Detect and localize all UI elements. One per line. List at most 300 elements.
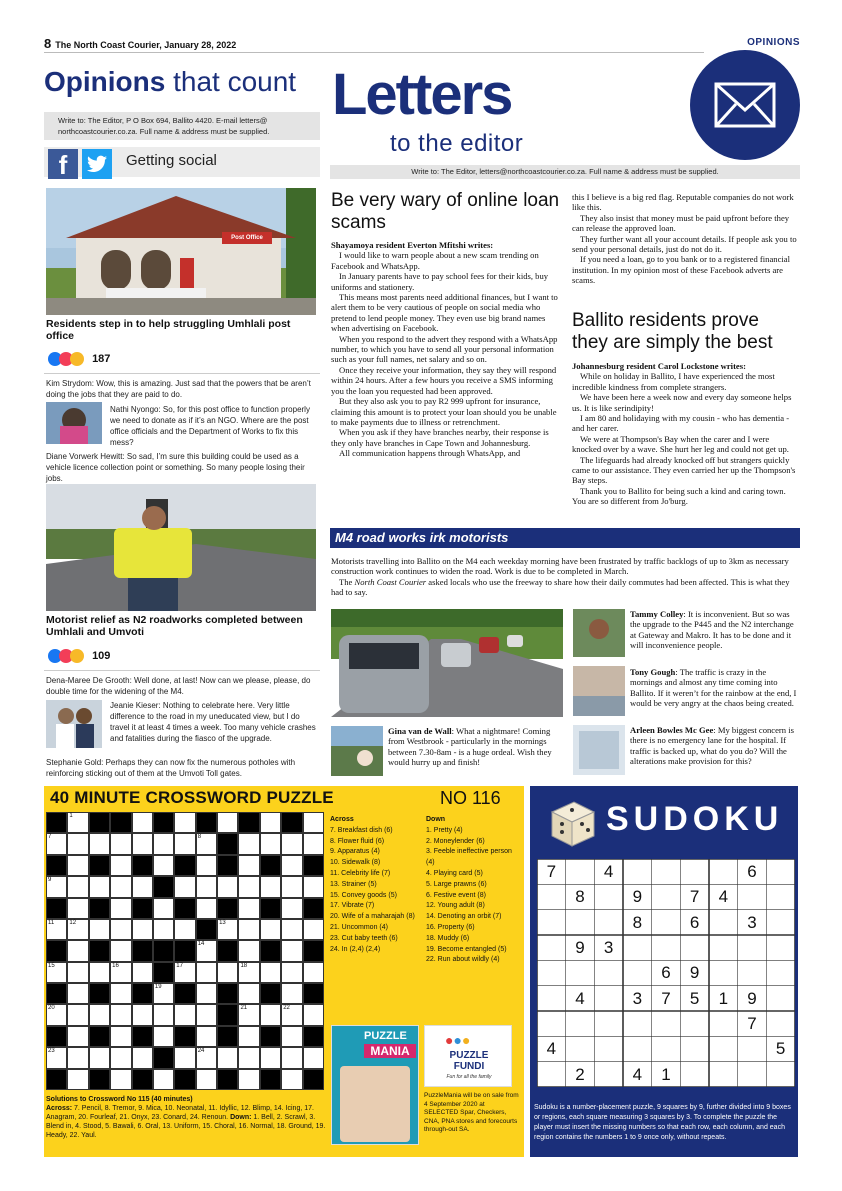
- crossword-cell[interactable]: [303, 812, 324, 833]
- sudoku-cell[interactable]: [738, 960, 767, 985]
- sudoku-instructions: Sudoku is a number-placement puzzle, 9 squares by 9, further divided into 9 boxes or regions, each square measuring 3 squares by 3. To complete the puzzle the player must insert the missing numbers so that each row, each column, and each region contains the numbers 1 to 9 once only, without repeats.: [534, 1104, 791, 1141]
- crossword-cell[interactable]: [217, 962, 238, 983]
- post1-caption: Residents step in to help struggling Umhlali post office: [46, 318, 291, 342]
- crossword-cell[interactable]: 20: [46, 1004, 67, 1025]
- crossword-cell[interactable]: [110, 833, 131, 854]
- clue: 13. Strainer (5): [330, 880, 377, 888]
- crossword-cell[interactable]: [238, 1026, 259, 1047]
- sudoku-cell[interactable]: [566, 910, 595, 935]
- sudoku-cell[interactable]: [652, 884, 681, 909]
- crossword-cell[interactable]: [196, 962, 217, 983]
- sudoku-cell[interactable]: [738, 935, 767, 960]
- sudoku-cell[interactable]: [680, 859, 709, 884]
- quote-text: : The traffic is crazy in the mornings and almost any time coming into Ballito. If it weren’t for the rainbow at the end, I would be very angry at the chaos being created.: [630, 667, 797, 709]
- crossword-cell[interactable]: [281, 876, 302, 897]
- quote-text: : It is inconvenient. But so was the upgrade to the P445 and the N2 interchange at Gateway and Makro. It has to be done and it will inconvenience people.: [630, 609, 794, 651]
- sudoku-cell[interactable]: [766, 884, 795, 909]
- sudoku-cell[interactable]: [738, 1036, 767, 1061]
- solutions-across-text: 7. Pencil, 8. Tremor, 9. Mica, 10. Neonatal, 11. Idyllic, 12. Blimp, 14. Icing, 17. Anagram, 20. Fourleaf, 21. Onyx, 23. Conard, 24. Renoun.: [46, 1105, 314, 1121]
- crossword-cell[interactable]: [238, 876, 259, 897]
- clue: 14. Denoting an orbit (7): [426, 913, 502, 921]
- crossword-block: [89, 983, 110, 1004]
- solutions-title: Solutions to Crossword No 115 (40 minutes): [46, 1096, 193, 1103]
- article1-body: [331, 240, 563, 459]
- sudoku-cell[interactable]: 6: [661, 963, 671, 983]
- commenter-photo: [573, 666, 625, 716]
- sudoku-cell[interactable]: [623, 859, 652, 884]
- sudoku-cell[interactable]: [709, 935, 738, 960]
- clue: 16. Property (6): [426, 923, 475, 931]
- article2-para: While on holiday in Ballito, I have experienced the most incredible kindness from complete strangers.: [572, 371, 775, 392]
- comment: Jeanie Kieser: Nothing to celebrate here. Very little difference to the road in my uneducated view, but I do travel it at least 4 times a week. Too many vehicle crashes and fatalities during the fiasco of the upgrade.: [110, 701, 316, 743]
- crossword-cell[interactable]: [67, 898, 88, 919]
- crossword-cell[interactable]: [303, 1004, 324, 1025]
- clue: 22. Run about wildly (4): [426, 956, 500, 964]
- crossword-cell[interactable]: [110, 898, 131, 919]
- comment: Nathi Nyongo: So, for this post office to function properly we need to donate as if it’s an NGO. Where are the post office officials and the Department of Works to fix this mess?: [110, 405, 310, 447]
- crossword-cell[interactable]: [238, 898, 259, 919]
- letters-write-to: Write to: The Editor, letters@northcoastcourier.co.za. Full name & address must be supplied.: [330, 165, 800, 179]
- crossword-cell[interactable]: 19: [153, 983, 174, 1004]
- crossword-cell[interactable]: [153, 1026, 174, 1047]
- sudoku-cell[interactable]: [738, 1062, 767, 1087]
- crossword-cell[interactable]: 16: [110, 962, 131, 983]
- sudoku-cell[interactable]: 7: [546, 862, 557, 881]
- crossword-block: [110, 812, 131, 833]
- crossword-cell[interactable]: [196, 1026, 217, 1047]
- crossword-block: [46, 812, 67, 833]
- sudoku-cell[interactable]: 8: [632, 912, 643, 932]
- sudoku-cell[interactable]: 1: [718, 988, 729, 1008]
- sudoku-cell[interactable]: [537, 986, 566, 1011]
- crossword-cell[interactable]: [196, 1004, 217, 1025]
- article1-para: All communication happens through WhatsApp, and: [339, 448, 521, 459]
- crossword-cell[interactable]: [132, 919, 153, 940]
- crossword-block: [303, 983, 324, 1004]
- crossword-cell[interactable]: [281, 940, 302, 961]
- crossword-cell[interactable]: [67, 1069, 88, 1090]
- crossword-cell[interactable]: [174, 919, 195, 940]
- sudoku-cell[interactable]: 9: [575, 938, 585, 957]
- crossword-cell[interactable]: [89, 876, 110, 897]
- crossword-cell[interactable]: [303, 876, 324, 897]
- wow-icon: [70, 649, 84, 663]
- crossword-cell[interactable]: [260, 812, 281, 833]
- crossword-cell[interactable]: [89, 1004, 110, 1025]
- sudoku-cell[interactable]: [623, 1011, 652, 1036]
- crossword-cell[interactable]: [89, 833, 110, 854]
- crossword-cell[interactable]: [303, 1047, 324, 1068]
- crossword-cell[interactable]: [238, 940, 259, 961]
- sudoku-title: SUDOKU: [606, 800, 784, 838]
- crossword-cell[interactable]: [67, 833, 88, 854]
- sudoku-cell[interactable]: [709, 859, 738, 884]
- crossword-cell[interactable]: [132, 962, 153, 983]
- clue: 1. Pretty (4): [426, 826, 463, 834]
- sudoku-cell[interactable]: 9: [689, 963, 700, 983]
- crossword-cell[interactable]: [281, 1069, 302, 1090]
- sudoku-cell[interactable]: [680, 1062, 709, 1087]
- sudoku-cell[interactable]: [766, 960, 795, 985]
- puzzle-mania-cover: [331, 1025, 419, 1145]
- crossword-block: [89, 812, 110, 833]
- sudoku-cell[interactable]: [652, 1036, 681, 1061]
- crossword-cell[interactable]: [281, 855, 302, 876]
- clue: 11. Celebrity life (7): [330, 869, 391, 877]
- sudoku-cell[interactable]: [537, 1062, 566, 1087]
- sudoku-cell[interactable]: 3: [603, 938, 614, 957]
- opinions-write-to: Write to: The Editor, P O Box 694, Ballito 4420. E-mail letters@ northcoastcourier.co.za. Full name & address must be supplied.: [44, 112, 320, 140]
- crossword-cell[interactable]: [238, 855, 259, 876]
- crossword-cell[interactable]: 12: [67, 919, 88, 940]
- crossword-block: [217, 940, 238, 961]
- article2-para: Thank you to Ballito for being such a kind and caring town. You are so different from Jo'burg.: [572, 485, 786, 507]
- envelope-icon: [690, 50, 800, 160]
- sudoku-grid[interactable]: [537, 859, 795, 1087]
- sudoku-cell[interactable]: [594, 910, 623, 935]
- sudoku-cell[interactable]: [709, 960, 738, 985]
- sudoku-cell[interactable]: 3: [747, 912, 757, 932]
- crossword-cell[interactable]: [67, 1004, 88, 1025]
- crossword-cell[interactable]: [174, 833, 195, 854]
- solutions-across-label: Across:: [46, 1105, 73, 1112]
- crossword-block: [303, 898, 324, 919]
- crossword-cell[interactable]: [67, 1026, 88, 1047]
- sudoku-cell[interactable]: [594, 1036, 623, 1061]
- clue: 3. Feeble ineffective person (4): [426, 848, 512, 867]
- crossword-cell[interactable]: [281, 833, 302, 854]
- section-label: OPINIONS: [747, 37, 800, 48]
- sudoku-cell[interactable]: [537, 910, 566, 935]
- crossword-cell[interactable]: [217, 1047, 238, 1068]
- crossword-cell[interactable]: [303, 962, 324, 983]
- quote-name: Arleen Bowles Mc Gee: [630, 725, 714, 735]
- crossword-cell[interactable]: 24: [196, 1047, 217, 1068]
- crossword-block: [89, 855, 110, 876]
- opinions-title-bold: Opinions: [44, 66, 166, 97]
- crossword-cell[interactable]: [174, 1047, 195, 1068]
- crossword-cell[interactable]: [153, 919, 174, 940]
- crossword-cell[interactable]: [67, 1047, 88, 1068]
- sudoku-cell[interactable]: 6: [689, 912, 700, 932]
- crossword-cell[interactable]: [303, 919, 324, 940]
- cover-image: [340, 1066, 410, 1142]
- quote-name: Gina van de Wall: [388, 726, 452, 736]
- crossword-cell[interactable]: [132, 833, 153, 854]
- crossword-cell[interactable]: [110, 919, 131, 940]
- crossword-block: [89, 940, 110, 961]
- crossword-cell[interactable]: [110, 1004, 131, 1025]
- crossword-cell[interactable]: 15: [46, 962, 67, 983]
- crossword-cell[interactable]: [89, 919, 110, 940]
- sudoku-cell[interactable]: [680, 935, 709, 960]
- crossword-cell[interactable]: [281, 1047, 302, 1068]
- sudoku-cell[interactable]: [594, 986, 623, 1011]
- sudoku-cell[interactable]: 4: [718, 887, 729, 907]
- sudoku-cell[interactable]: [766, 910, 795, 935]
- sudoku-cell[interactable]: [566, 1036, 595, 1061]
- quote-name: Tony Gough: [630, 667, 676, 677]
- crossword-cell[interactable]: [132, 1004, 153, 1025]
- m4-intro-para2: [331, 577, 799, 598]
- clue: 23. Cut baby teeth (6): [330, 934, 398, 942]
- sudoku-cell[interactable]: 9: [747, 988, 757, 1008]
- sudoku-cell[interactable]: 4: [575, 988, 585, 1008]
- sudoku-cell[interactable]: 6: [747, 862, 757, 881]
- sudoku-cell[interactable]: [680, 1036, 709, 1061]
- crossword-block: [46, 983, 67, 1004]
- article2-para: We have been here a week now and every day someone helps us. It is like serindipity!: [572, 392, 792, 413]
- sudoku-cell[interactable]: [652, 1011, 681, 1036]
- sudoku-cell[interactable]: 4: [603, 862, 614, 881]
- article1-para: In January parents have to pay school fees for their kids, buy uniforms and stationery.: [331, 271, 549, 292]
- sudoku-cell[interactable]: [594, 960, 623, 985]
- crossword-cell[interactable]: 21: [238, 1004, 259, 1025]
- crossword-block: [238, 812, 259, 833]
- crossword-cell[interactable]: [89, 962, 110, 983]
- sudoku-cell[interactable]: [623, 1036, 652, 1061]
- sudoku-cell[interactable]: 4: [546, 1039, 557, 1059]
- solutions-across: [46, 1104, 328, 1140]
- solutions-down-text: 1. Bell, 2. Scrawl, 3. Blend in, 4. Stood, 5. Bawali, 6. Oral, 13. Uniform, 15. Choral, 16. Normal, 18. Ground, 19. Heady, 22. Yaul.: [46, 1114, 326, 1139]
- crossword-cell[interactable]: [67, 962, 88, 983]
- crossword-cell[interactable]: 7: [46, 833, 67, 854]
- article1-byline: Shayamoya resident Everton Mfitshi writes:: [331, 240, 494, 250]
- sudoku-cell[interactable]: [709, 1062, 738, 1087]
- crossword-cell[interactable]: [196, 876, 217, 897]
- crossword-cell[interactable]: [110, 940, 131, 961]
- crossword-cell[interactable]: [260, 1047, 281, 1068]
- crossword-cell[interactable]: [153, 1004, 174, 1025]
- crossword-cell[interactable]: [174, 876, 195, 897]
- crossword-cell[interactable]: [196, 1069, 217, 1090]
- crossword-cell[interactable]: [303, 833, 324, 854]
- m4-intro-para: Motorists travelling into Ballito on the M4 each weekday morning have been frustrated by traffic backlogs of up to 3km as necessary construction work continues to widen the road. Work is due to be completed in March.: [331, 556, 789, 577]
- crossword-cell[interactable]: [260, 833, 281, 854]
- crossword-cell[interactable]: [89, 1047, 110, 1068]
- sudoku-cell[interactable]: [738, 884, 767, 909]
- crossword-cell[interactable]: [260, 876, 281, 897]
- crossword-block: [46, 855, 67, 876]
- twitter-icon[interactable]: [82, 149, 112, 179]
- crossword-block: [174, 940, 195, 961]
- sudoku-cell[interactable]: [652, 859, 681, 884]
- crossword-cell[interactable]: [238, 1069, 259, 1090]
- roadworks-photo: [46, 484, 316, 611]
- crossword-cell[interactable]: [196, 898, 217, 919]
- sudoku-cell[interactable]: [766, 935, 795, 960]
- crossword-cell[interactable]: [238, 919, 259, 940]
- crossword-cell[interactable]: [174, 1004, 195, 1025]
- crossword-cell[interactable]: 17: [174, 962, 195, 983]
- sudoku-cell[interactable]: [766, 859, 795, 884]
- sudoku-cell[interactable]: 7: [747, 1014, 757, 1033]
- letters-subtitle: to the editor: [390, 130, 524, 157]
- crossword-block: [174, 855, 195, 876]
- sudoku-cell[interactable]: 7: [689, 887, 700, 907]
- article2-byline: Johannesburg resident Carol Lockstone writes:: [572, 361, 746, 371]
- crossword-grid: [46, 812, 324, 1090]
- article1-para: They further want all your account details. If people ask you to send your personal details, just do not do it.: [572, 233, 797, 255]
- facebook-icon[interactable]: f: [48, 149, 78, 179]
- crossword-cell[interactable]: [196, 983, 217, 1004]
- crossword-cell[interactable]: [281, 898, 302, 919]
- crossword-cell[interactable]: [260, 1004, 281, 1025]
- crossword-cell[interactable]: [238, 833, 259, 854]
- clue: 17. Vibrate (7): [330, 902, 375, 910]
- m4-intro-publication: North Coast Courier: [354, 576, 427, 587]
- crossword-cell[interactable]: 1: [67, 812, 88, 833]
- crossword-cell[interactable]: [238, 983, 259, 1004]
- crossword-cell[interactable]: 23: [46, 1047, 67, 1068]
- dice-icon: [544, 796, 598, 850]
- crossword-cell[interactable]: 9: [46, 876, 67, 897]
- crossword-cell[interactable]: 8: [196, 833, 217, 854]
- sudoku-cell[interactable]: [594, 1011, 623, 1036]
- sudoku-cell[interactable]: [766, 986, 795, 1011]
- sudoku-cell[interactable]: [566, 1011, 595, 1036]
- sudoku-cell[interactable]: [623, 935, 652, 960]
- sudoku-cell[interactable]: 9: [632, 887, 643, 907]
- commenter-photo: [573, 609, 625, 657]
- crossword-cell[interactable]: [153, 855, 174, 876]
- sudoku-cell[interactable]: [652, 935, 681, 960]
- crossword-cell[interactable]: [110, 855, 131, 876]
- crossword-cell[interactable]: 14: [196, 940, 217, 961]
- crossword-cell[interactable]: [110, 1047, 131, 1068]
- post2-reactions[interactable]: [48, 649, 110, 663]
- crossword-cell[interactable]: [281, 1026, 302, 1047]
- article1-para: When you respond to the advert they respond with a WhatsApp number, to which you have to send all your personal information such as your full names, net salary and so on.: [331, 333, 558, 365]
- sudoku-cell[interactable]: [766, 1062, 795, 1087]
- clue: 8. Flower fluid (6): [330, 837, 385, 845]
- sudoku-cell[interactable]: 1: [661, 1064, 671, 1084]
- crossword-cell[interactable]: [153, 1069, 174, 1090]
- opinions-title: [44, 66, 296, 98]
- sudoku-cell[interactable]: 7: [661, 988, 671, 1008]
- crossword-cell[interactable]: [281, 919, 302, 940]
- clue: 19. Become entangled (5): [426, 945, 507, 953]
- article2-para: I am 80 and holidaying with my cousin - who has dementia - and her carer.: [572, 413, 790, 434]
- sudoku-cell[interactable]: [537, 935, 566, 960]
- sudoku-cell[interactable]: 3: [632, 988, 643, 1008]
- crossword-block: [174, 898, 195, 919]
- sudoku-cell[interactable]: [623, 960, 652, 985]
- crossword-cell[interactable]: [217, 812, 238, 833]
- sudoku-cell[interactable]: [566, 960, 595, 985]
- crossword-cell[interactable]: [67, 983, 88, 1004]
- crossword-block: [132, 1069, 153, 1090]
- crossword-block: [132, 898, 153, 919]
- crossword-cell[interactable]: [67, 940, 88, 961]
- crossword-cell[interactable]: [153, 898, 174, 919]
- sudoku-cell[interactable]: [594, 1062, 623, 1087]
- sudoku-cell[interactable]: [566, 859, 595, 884]
- wow-icon: [70, 352, 84, 366]
- crossword-block: [260, 940, 281, 961]
- crossword-block: [132, 983, 153, 1004]
- crossword-cell[interactable]: [196, 855, 217, 876]
- fundi-top: PUZZLE: [449, 1050, 489, 1061]
- crossword-title: 40 MINUTE CROSSWORD PUZZLE: [50, 788, 334, 807]
- comment: Kim Strydom: Wow, this is amazing. Just sad that the powers that be aren’t doing the jobs that they are paid to do.: [46, 379, 311, 399]
- sudoku-cell[interactable]: [766, 1011, 795, 1036]
- sudoku-cell[interactable]: [537, 884, 566, 909]
- crossword-cell[interactable]: [110, 876, 131, 897]
- sudoku-cell[interactable]: 8: [575, 887, 585, 907]
- crossword-cell[interactable]: [132, 812, 153, 833]
- crossword-cell[interactable]: 13: [217, 919, 238, 940]
- sudoku-cell[interactable]: 2: [575, 1064, 585, 1084]
- comment: Diane Vorwerk Hewitt: So sad, I’m sure this building could be used as a vehicle licence collection point or something. So many people losing their jobs.: [46, 452, 305, 483]
- post-office-sign: Post Office: [231, 235, 263, 241]
- sudoku-cell[interactable]: [709, 1036, 738, 1061]
- page-header: [44, 36, 236, 51]
- crossword-block: [303, 940, 324, 961]
- crossword-cell[interactable]: [132, 876, 153, 897]
- sudoku-cell[interactable]: [537, 960, 566, 985]
- crossword-cell[interactable]: [281, 983, 302, 1004]
- crossword-cell[interactable]: [260, 962, 281, 983]
- crossword-block: [174, 1069, 195, 1090]
- commenter-photo: [331, 726, 383, 776]
- sudoku-cell[interactable]: [709, 1011, 738, 1036]
- crossword-cell[interactable]: [132, 1047, 153, 1068]
- sudoku-cell[interactable]: 5: [689, 988, 700, 1008]
- crossword-cell[interactable]: 22: [281, 1004, 302, 1025]
- quote-text: : My biggest concern is there is no emergency lane for the hospital. If traffic is backed up, what do you do? Will the alterations make provision for this?: [630, 725, 794, 767]
- crossword-block: [46, 1069, 67, 1090]
- crossword-cell[interactable]: [67, 855, 88, 876]
- crossword-cell[interactable]: 11: [46, 919, 67, 940]
- article1-para: This means most parents need additional finances, but I want to alert them to be very cautious of people on social media who pretend to lend people money. They even use big brand names when advertising on Facebook.: [331, 292, 558, 334]
- clue: 4. Playing card (5): [426, 869, 483, 877]
- m4-quote: [630, 609, 798, 651]
- sudoku-cell[interactable]: [537, 1011, 566, 1036]
- crossword-cell[interactable]: [153, 833, 174, 854]
- sudoku-cell[interactable]: [594, 884, 623, 909]
- article1-para: But they also ask you to pay R2 999 upfront for insurance, claiming this amount is to protect your loan should you be unable to make payments due to illness or retrenchment.: [331, 396, 557, 427]
- across-label: Across: [330, 816, 354, 823]
- crossword-cell[interactable]: [110, 1026, 131, 1047]
- crossword-cell[interactable]: [217, 876, 238, 897]
- crossword-block: [132, 940, 153, 961]
- crossword-cell[interactable]: [110, 1069, 131, 1090]
- clue: 15. Convey goods (5): [330, 891, 397, 899]
- crossword-cell[interactable]: 18: [238, 962, 259, 983]
- sudoku-cell[interactable]: [652, 910, 681, 935]
- crossword-block: [46, 940, 67, 961]
- sudoku-cell[interactable]: 4: [632, 1064, 643, 1084]
- page-number: 8: [44, 36, 52, 51]
- sudoku-cell[interactable]: [680, 1011, 709, 1036]
- crossword-block: [260, 983, 281, 1004]
- article1-para: this I believe is a big red flag. Reputable companies do not work like this.: [572, 192, 794, 213]
- post1-reactions[interactable]: [48, 352, 110, 366]
- clue: 6. Festive event (8): [426, 891, 486, 899]
- crossword-cell[interactable]: [110, 983, 131, 1004]
- crossword-cell[interactable]: [67, 876, 88, 897]
- crossword-cell[interactable]: [174, 812, 195, 833]
- crossword-cell[interactable]: [281, 962, 302, 983]
- crossword-cell[interactable]: [260, 919, 281, 940]
- sudoku-cell[interactable]: [709, 910, 738, 935]
- sudoku-cell[interactable]: 5: [775, 1039, 786, 1059]
- crossword-block: [217, 1026, 238, 1047]
- crossword-cell[interactable]: [238, 1047, 259, 1068]
- article1-body-col2: [572, 192, 798, 286]
- fundi-bottom: FUNDI: [453, 1061, 485, 1072]
